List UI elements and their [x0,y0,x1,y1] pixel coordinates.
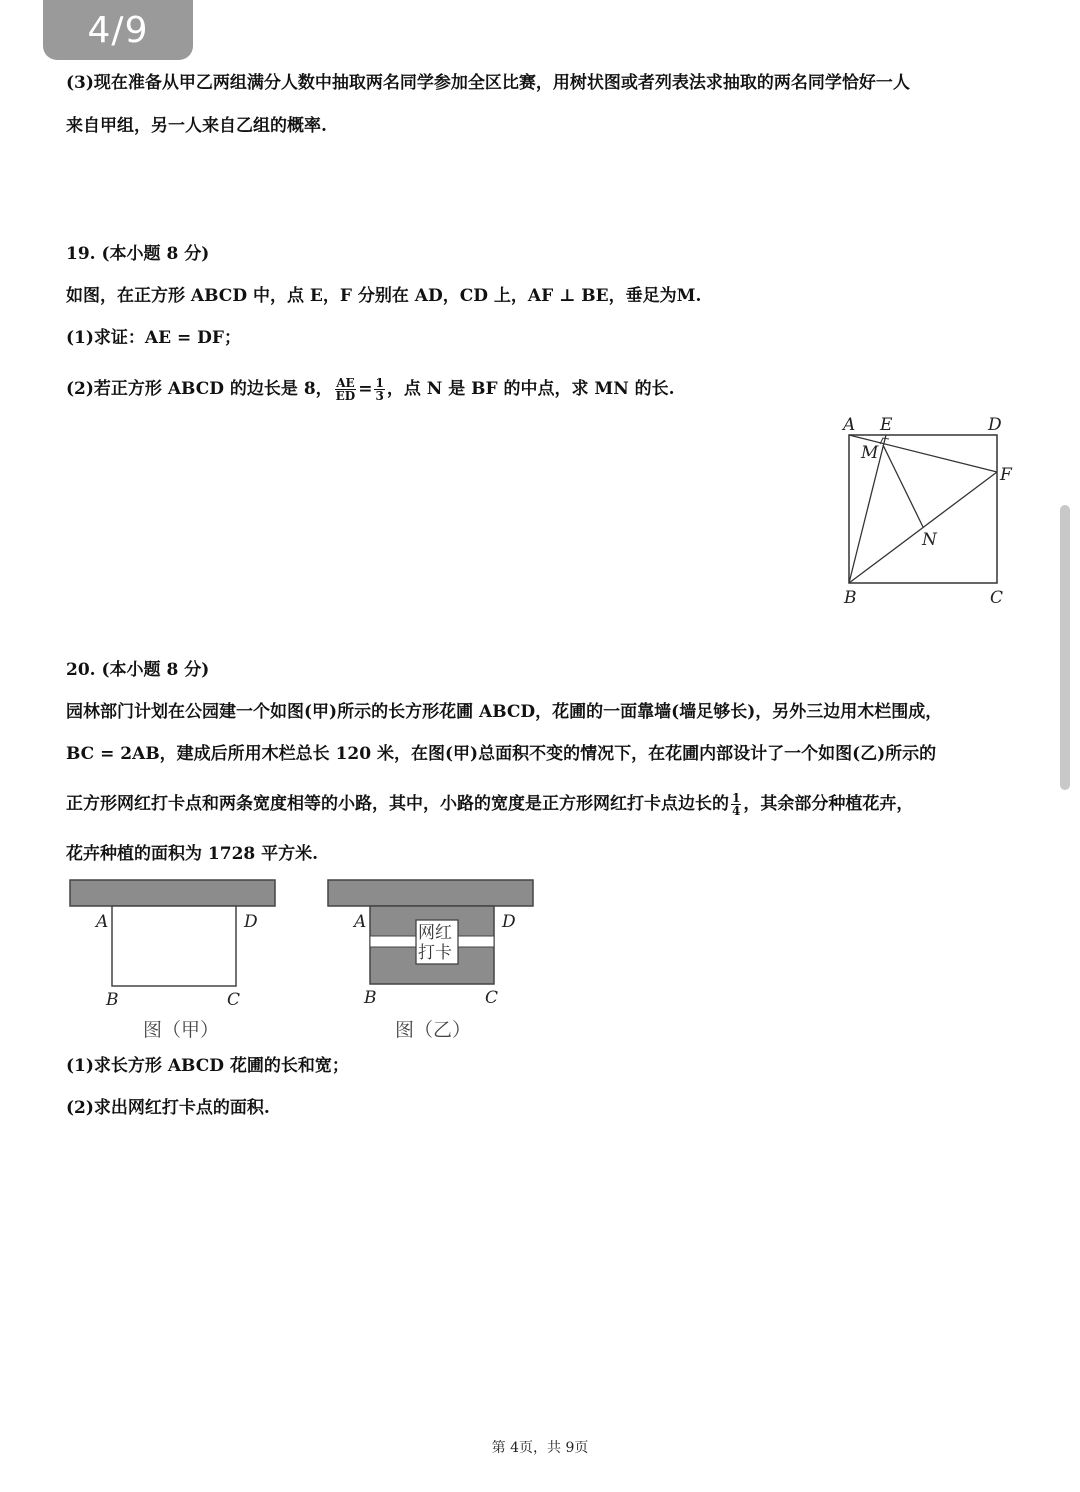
frac-numerator: 1 [375,376,384,390]
page-indicator-badge: 4/9 [43,0,193,60]
label-b: B [106,990,119,1010]
q20-line2: BC = 2AB，建成后所用木栏总长 120 米，在图(甲)总面积不变的情况下，在花圃内部设计了一个如图(乙)所示的 [66,744,937,764]
q20-header: 20. (本小题 8 分) [66,660,210,680]
page-footer: 第 4页，共 9页 [491,1440,589,1456]
label-d: D [988,415,1002,435]
label-f: F [1000,465,1012,485]
frac-denominator: 3 [375,389,384,403]
q19-fraction-one-third [374,377,384,402]
q20-line1: 园林部门计划在公园建一个如图(甲)所示的长方形花圃 ABCD，花圃的一面靠墙(墙足够长)，另外三边用木栏围成， [66,702,943,722]
q20-figures [60,872,550,1047]
q19-header: 19. (本小题 8 分) [66,244,210,264]
frac-denominator: 4 [732,804,741,818]
q18-part3-line1: (3)现在准备从甲乙两组满分人数中抽取两名同学参加全区比赛，用树状图或者列表法求抽取的两名同学恰好一人 [66,73,910,93]
label-m: M [861,443,879,463]
q20-part1: (1)求长方形 ABCD 花圃的长和宽； [66,1056,349,1076]
q18-part3-line2: 来自甲组，另一人来自乙组的概率. [66,116,327,136]
figure-yi [328,880,533,1041]
frac-equals: = [358,379,373,399]
q19-part1: (1)求证：AE = DF； [66,328,241,348]
checkin-label-line2: 打卡 [418,943,452,963]
label-n: N [922,530,937,550]
checkin-label-line1: 网红 [418,923,452,943]
q19-part2-prefix: (2)若正方形 ABCD 的边长是 8， [66,379,333,399]
q19-square-figure [830,405,1030,615]
q20-part2: (2)求出网红打卡点的面积. [66,1098,270,1118]
garden-rect-jia [112,906,236,986]
wall-yi [328,880,533,906]
figure-jia [70,880,275,1041]
label-b: B [844,588,857,608]
label-d: D [244,912,258,932]
q20-line4: 花卉种植的面积为 1728 平方米. [66,844,319,864]
caption-yi: 图（乙） [395,1019,472,1041]
q20-line3-suffix: ，其余部分种植花卉， [743,794,914,814]
label-e: E [880,415,893,435]
label-a: A [96,912,109,932]
label-d: D [502,912,516,932]
q20-line3 [66,792,913,817]
label-b: B [364,988,377,1008]
frac-numerator: AE [336,376,355,390]
label-a: A [843,415,856,435]
segment-mn [883,445,923,527]
q19-fraction-ae-ed [335,377,357,402]
q19-part2 [66,377,675,402]
label-c: C [485,988,499,1008]
caption-jia: 图（甲） [143,1019,220,1041]
q20-fraction-one-quarter [731,792,741,817]
frac-denominator: ED [335,389,356,403]
segment-bf [849,472,997,583]
frac-numerator: 1 [732,791,741,805]
scrollbar-thumb[interactable] [1060,505,1070,790]
q20-line3-prefix: 正方形网红打卡点和两条宽度相等的小路，其中，小路的宽度是正方形网红打卡点边长的 [66,794,729,814]
label-a: A [354,912,367,932]
q19-stem: 如图，在正方形 ABCD 中，点 E，F 分别在 AD，CD 上，AF ⊥ BE，垂足为M. [66,286,702,306]
label-c: C [990,588,1004,608]
q19-part2-suffix: ，点 N 是 BF 的中点，求 MN 的长. [386,379,675,399]
wall-jia [70,880,275,906]
label-c: C [227,990,241,1010]
